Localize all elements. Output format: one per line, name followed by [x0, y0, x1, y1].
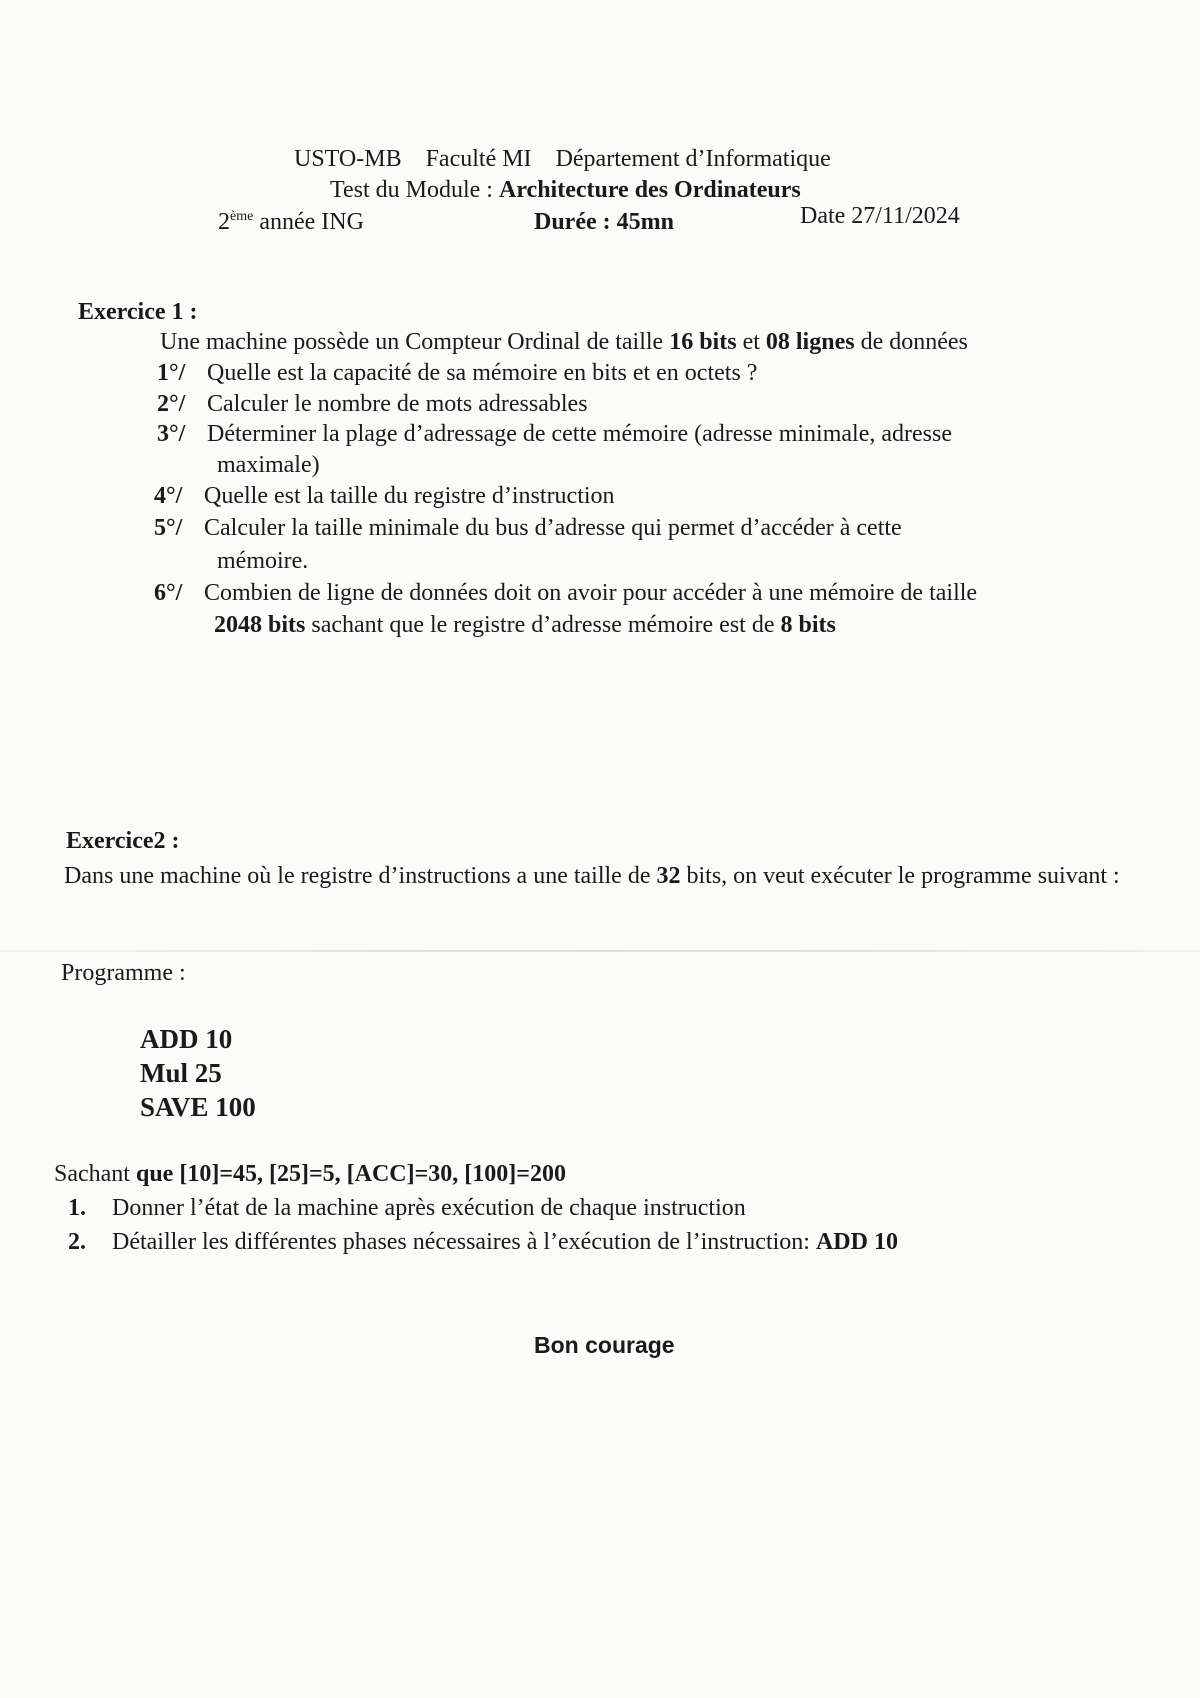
paper-fold — [0, 950, 1200, 952]
exercise1-title: Exercice 1 : — [78, 299, 198, 325]
program-line-2: Mul 25 — [140, 1058, 222, 1088]
task-1: 1. Donner l’état de la machine après exécution de chaque instruction — [68, 1195, 746, 1221]
question-5: 5°/ Calculer la taille minimale du bus d’adresse qui permet d’accéder à cette — [154, 515, 902, 541]
question-6-cont: 2048 bits sachant que le registre d’adresse mémoire est de 8 bits — [214, 612, 836, 638]
header-line-1 — [294, 146, 831, 173]
study-level: 2ème année ING — [218, 209, 364, 235]
exam-date: Date 27/11/2024 — [800, 203, 960, 229]
program-label: Programme : — [61, 960, 186, 986]
program-line-1: ADD 10 — [140, 1024, 233, 1054]
exercise2-intro: Dans une machine où le registre d’instructions a une taille de 32 bits, on veut exécuter le programme suivant : — [64, 863, 1120, 889]
question-2: 2°/ Calculer le nombre de mots adressables — [157, 391, 588, 417]
program-line-3: SAVE 100 — [140, 1092, 256, 1122]
header-line-2 — [330, 177, 801, 204]
exercise1-intro: Une machine possède un Compteur Ordinal de taille 16 bits et 08 lignes de données — [160, 329, 968, 355]
module-name: Architecture des Ordinateurs — [498, 177, 801, 203]
known-values: Sachant que [10]=45, [25]=5, [ACC]=30, [100]=200 — [54, 1161, 566, 1187]
department: Département d’Informatique — [555, 146, 831, 172]
exam-duration: Durée : 45mn — [534, 209, 674, 235]
module-prefix: Test du Module : — [330, 177, 499, 203]
question-5-cont: mémoire. — [217, 548, 309, 574]
question-3-cont: maximale) — [217, 452, 320, 478]
university: USTO-MB — [294, 146, 402, 172]
question-3: 3°/ Déterminer la plage d’adressage de cette mémoire (adresse minimale, adresse — [157, 421, 952, 447]
question-6: 6°/ Combien de ligne de données doit on avoir pour accéder à une mémoire de taille — [154, 580, 978, 606]
question-4: 4°/ Quelle est la taille du registre d’instruction — [154, 483, 615, 509]
exercise2-title: Exercice2 : — [66, 828, 180, 854]
closing-message: Bon courage — [534, 1332, 675, 1358]
faculty: Faculté MI — [425, 146, 532, 172]
question-1: 1°/ Quelle est la capacité de sa mémoire en bits et en octets ? — [157, 360, 758, 386]
task-2: 2. Détailler les différentes phases nécessaires à l’exécution de l’instruction: ADD 10 — [68, 1229, 898, 1255]
